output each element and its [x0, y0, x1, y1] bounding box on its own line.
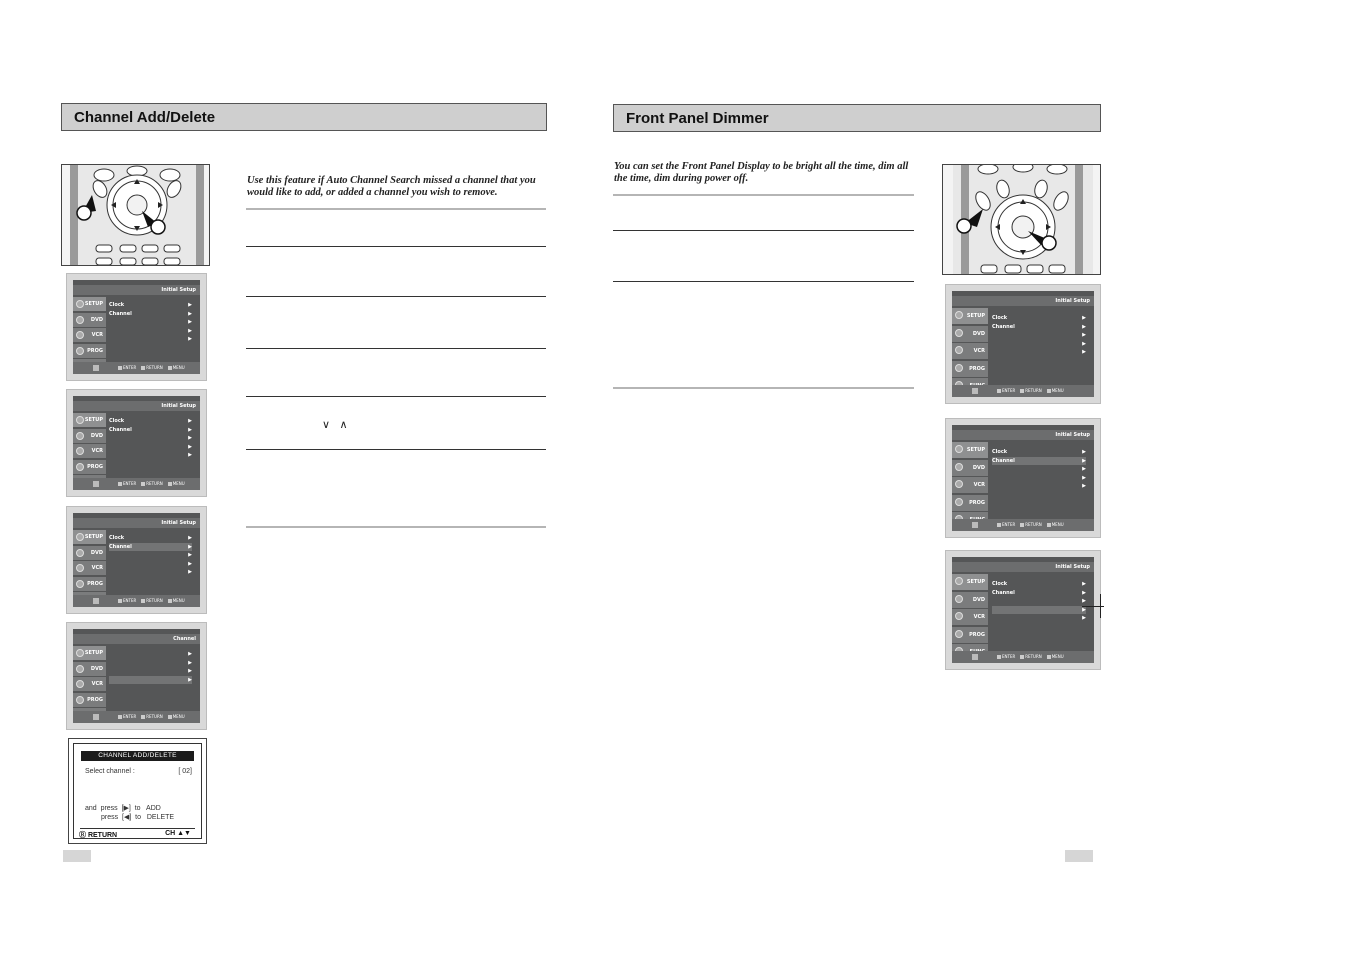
osd-item-clock[interactable]: Clock ▶	[992, 581, 1086, 587]
osd-tab-vcr[interactable]: VCR	[73, 444, 106, 458]
divider	[246, 208, 546, 210]
tape-icon	[76, 447, 84, 455]
disc-icon	[76, 665, 84, 673]
osd-item-clock[interactable]: Clock ▶	[992, 315, 1086, 321]
disc-icon	[955, 595, 963, 603]
nav-pad-icon	[972, 388, 978, 394]
return-button[interactable]: Ⓡ RETURN	[79, 832, 118, 839]
section-title-channel-add-delete: Channel Add/Delete	[61, 103, 547, 131]
osd-tab-vcr[interactable]: VCR	[952, 477, 988, 493]
divider	[613, 230, 914, 231]
osd-item-channel[interactable]: Channel ▶	[992, 457, 1086, 464]
osd-bottom-bar: ENTER RETURN MENU	[952, 519, 1094, 531]
divider	[613, 281, 914, 282]
page-number-tab	[1065, 850, 1093, 862]
channel-value[interactable]: [ 02]	[178, 768, 192, 775]
disc-icon	[76, 316, 84, 324]
osd-title: Initial Setup	[952, 430, 1094, 440]
osd-menu-screen	[945, 550, 1101, 670]
osd-item[interactable]: ▶	[188, 651, 192, 657]
osd-tab-vcr[interactable]: VCR	[952, 609, 988, 625]
osd-sidebar	[73, 530, 106, 593]
tape-icon	[76, 331, 84, 339]
osd-title: Initial Setup	[73, 285, 200, 295]
osd-tab-prog[interactable]: PROG	[73, 577, 106, 591]
divider	[613, 194, 914, 196]
osd-tab-dvd[interactable]: DVD	[73, 429, 106, 443]
osd-menu-screen	[66, 273, 207, 381]
osd-sidebar	[73, 297, 106, 360]
clock-icon	[76, 463, 84, 471]
clock-icon	[76, 696, 84, 704]
osd-item[interactable]: ▶	[1082, 483, 1086, 489]
gear-icon	[76, 416, 84, 424]
tape-icon	[76, 564, 84, 572]
add-instruction: and press [▶] to ADD	[85, 805, 161, 812]
osd-tab-vcr[interactable]: VCR	[73, 328, 106, 342]
osd-tab-setup[interactable]: SETUP	[73, 413, 106, 427]
delete-instruction: press [◀] to DELETE	[101, 814, 175, 821]
clock-icon	[955, 630, 963, 638]
osd-tab-dvd[interactable]: DVD	[952, 460, 988, 476]
osd-tab-vcr[interactable]: VCR	[73, 677, 106, 691]
divider	[246, 246, 546, 247]
gear-icon	[955, 311, 963, 319]
tape-icon	[955, 480, 963, 488]
osd-item[interactable]: ▶	[1082, 598, 1086, 604]
osd-item[interactable]: ▶	[188, 319, 192, 325]
osd-bottom-bar: ENTER RETURN MENU	[73, 362, 200, 374]
osd-menu-screen	[66, 622, 207, 730]
osd-item[interactable]: ▶	[109, 676, 192, 685]
osd-bottom-bar: ENTER RETURN MENU	[73, 478, 200, 490]
osd-sidebar	[73, 413, 106, 476]
osd-bottom-bar: ENTER RETURN MENU	[73, 595, 200, 607]
osd-title: Initial Setup	[73, 401, 200, 411]
osd-menu-screen	[66, 506, 207, 614]
osd-item[interactable]: ▶	[188, 435, 192, 441]
osd-item-channel[interactable]: Channel ▶	[992, 589, 1086, 596]
disc-icon	[76, 549, 84, 557]
osd-sidebar	[952, 308, 988, 383]
remote-control-illustration	[61, 164, 210, 266]
osd-bottom-bar: ENTER RETURN MENU	[952, 651, 1094, 663]
osd-item-clock[interactable]: Clock ▶	[992, 449, 1086, 455]
clock-icon	[955, 364, 963, 372]
divider	[246, 348, 546, 349]
osd-item[interactable]: ▶	[188, 668, 192, 674]
osd-bottom-bar: ENTER RETURN MENU	[73, 711, 200, 723]
osd-tab-prog[interactable]: PROG	[73, 344, 106, 358]
osd-menu-screen	[66, 389, 207, 497]
osd-tab-prog[interactable]: PROG	[73, 693, 106, 707]
nav-pad-icon	[93, 365, 99, 371]
osd-item-channel[interactable]: Channel ▶	[992, 323, 1086, 330]
osd-tab-setup[interactable]: SETUP	[73, 297, 106, 311]
divider	[246, 396, 546, 397]
section-title-front-panel-dimmer: Front Panel Dimmer	[613, 104, 1101, 132]
osd-bottom-bar: ENTER RETURN MENU	[952, 385, 1094, 397]
page-number-tab	[63, 850, 91, 862]
gear-icon	[955, 577, 963, 585]
osd-tab-prog[interactable]: PROG	[952, 361, 988, 377]
osd-item[interactable]: ▶	[1082, 349, 1086, 355]
gear-icon	[76, 649, 84, 657]
osd-item-clock[interactable]: Clock ▶	[109, 302, 192, 308]
intro-text-channel-add-delete: Use this feature if Auto Channel Search missed a channel that you would like to add, or added a channel you wish to remove.	[247, 175, 536, 198]
nav-pad-icon	[93, 714, 99, 720]
osd-tab-dvd[interactable]: DVD	[73, 313, 106, 327]
channel-up-down-button[interactable]: CH ▲▼	[165, 830, 191, 837]
osd-tab-setup[interactable]: SETUP	[952, 442, 988, 458]
osd-item[interactable]: ▶	[992, 606, 1086, 615]
osd-item[interactable]: ▶	[188, 659, 192, 666]
osd-tab-dvd[interactable]: DVD	[73, 546, 106, 560]
osd-item[interactable]: ▶	[188, 327, 192, 334]
osd-sidebar	[952, 442, 988, 517]
nav-pad-icon	[972, 654, 978, 660]
osd-tab-dvd[interactable]: DVD	[73, 662, 106, 676]
divider	[246, 449, 546, 450]
osd-item-channel[interactable]: Channel ▶	[109, 310, 192, 317]
down-up-arrows: ∨ ∧	[322, 418, 351, 431]
osd-tab-prog[interactable]: PROG	[73, 460, 106, 474]
osd-tab-dvd[interactable]: DVD	[952, 592, 988, 608]
select-channel-label: Select channel :	[85, 768, 135, 775]
osd-title: Initial Setup	[952, 562, 1094, 572]
disc-icon	[955, 463, 963, 471]
osd-menu-screen	[945, 418, 1101, 538]
intro-text-front-panel-dimmer: You can set the Front Panel Display to be bright all the time, dim all the time, dim during power off.	[614, 161, 909, 184]
osd-item[interactable]: ▶	[188, 552, 192, 558]
disc-icon	[955, 329, 963, 337]
osd-item-channel[interactable]: Channel ▶	[109, 426, 192, 433]
osd-item-clock[interactable]: Clock ▶	[109, 535, 192, 541]
osd-tab-setup[interactable]: SETUP	[952, 574, 988, 590]
osd-tab-prog[interactable]: PROG	[952, 627, 988, 643]
gear-icon	[955, 445, 963, 453]
osd-title: Initial Setup	[952, 296, 1094, 306]
osd-item-channel[interactable]: Channel ▶	[109, 543, 192, 550]
gear-icon	[76, 300, 84, 308]
osd-sidebar	[952, 574, 988, 649]
channel-add-delete-dialog	[68, 738, 207, 844]
nav-pad-icon	[93, 481, 99, 487]
osd-item[interactable]: ▶	[1082, 332, 1086, 338]
osd-item[interactable]: ▶	[188, 452, 192, 458]
pointer-line	[1082, 606, 1104, 607]
osd-item[interactable]: ▶	[188, 443, 192, 450]
nav-pad-icon	[972, 522, 978, 528]
osd-tab-setup[interactable]: SETUP	[73, 530, 106, 544]
osd-tab-prog[interactable]: PROG	[952, 495, 988, 511]
osd-sidebar	[73, 646, 106, 709]
tape-icon	[76, 680, 84, 688]
tape-icon	[955, 346, 963, 354]
remote-control-illustration	[942, 164, 1101, 275]
osd-item[interactable]: ▶	[188, 569, 192, 575]
osd-tab-setup[interactable]: SETUP	[73, 646, 106, 660]
clock-icon	[76, 347, 84, 355]
osd-item[interactable]: ▶	[1082, 340, 1086, 347]
osd-item[interactable]: ▶	[188, 560, 192, 567]
nav-pad-icon	[93, 598, 99, 604]
disc-icon	[76, 432, 84, 440]
osd-item[interactable]: ▶	[1082, 466, 1086, 472]
osd-tab-dvd[interactable]: DVD	[952, 326, 988, 342]
osd-tab-vcr[interactable]: VCR	[73, 561, 106, 575]
clock-icon	[76, 580, 84, 588]
osd-item[interactable]: ▶	[1082, 615, 1086, 621]
osd-title: Channel	[73, 634, 200, 644]
divider	[246, 526, 546, 528]
osd-menu-screen	[945, 284, 1101, 404]
dialog-divider	[80, 828, 195, 829]
osd-item[interactable]: ▶	[1082, 474, 1086, 481]
osd-tab-setup[interactable]: SETUP	[952, 308, 988, 324]
divider	[246, 296, 546, 297]
divider	[613, 387, 914, 389]
clock-icon	[955, 498, 963, 506]
osd-title: Initial Setup	[73, 518, 200, 528]
osd-tab-vcr[interactable]: VCR	[952, 343, 988, 359]
osd-item-clock[interactable]: Clock ▶	[109, 418, 192, 424]
tape-icon	[955, 612, 963, 620]
osd-item[interactable]: ▶	[188, 336, 192, 342]
dialog-title: CHANNEL ADD/DELETE	[81, 751, 194, 761]
gear-icon	[76, 533, 84, 541]
